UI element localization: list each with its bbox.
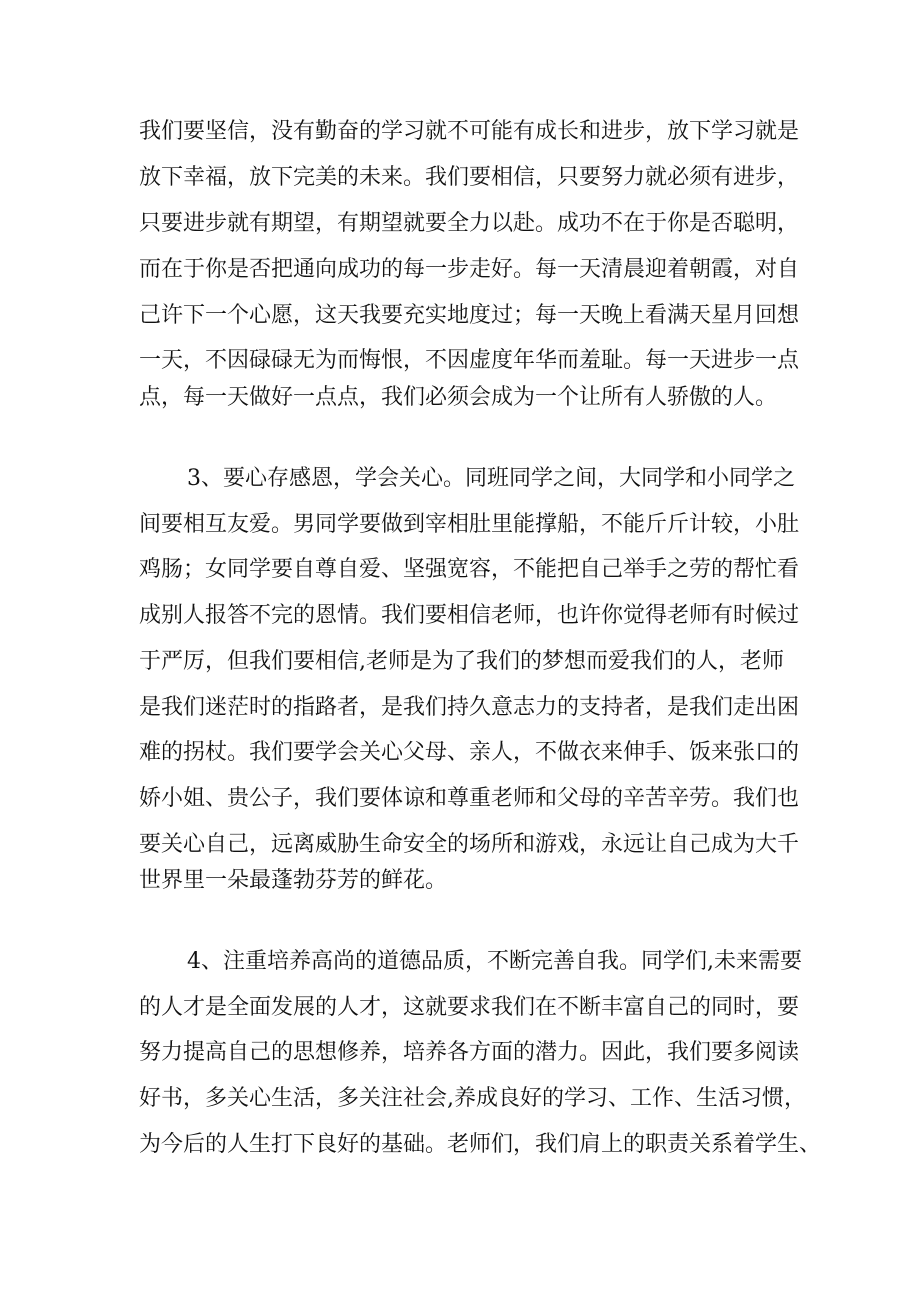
text-line: 努力提高自己的思想修养，培养各方面的潜力。因此，我们要多阅读 bbox=[139, 1040, 800, 1065]
text-line: 只要进步就有期望，有期望就要全力以赴。成功不在于你是否聪明， bbox=[139, 211, 800, 236]
text-line: 要关心自己，远离威胁生命安全的场所和游戏，永远让自己成为大千 bbox=[139, 832, 800, 857]
text-line: 于严厉，但我们要相信,老师是为了我们的梦想而爱我们的人，老师 bbox=[139, 649, 784, 674]
text-line: 为今后的人生打下良好的基础。老师们，我们肩上的职责关系着学生、 bbox=[139, 1132, 822, 1157]
text-line: 成别人报答不完的恩情。我们要相信老师，也许你觉得老师有时候过 bbox=[139, 603, 800, 628]
text-line: 放下幸福，放下完美的未来。我们要相信，只要努力就必须有进步， bbox=[139, 165, 800, 190]
text-line: 好书，多关心生活，多关注社会,养成良好的学习、工作、生活习惯， bbox=[139, 1086, 806, 1111]
text-line: 一天，不因碌碌无为而悔恨，不因虚度年华而羞耻。每一天进步一点 bbox=[139, 348, 800, 373]
text-line: 娇小姐、贵公子，我们要体谅和尊重老师和父母的辛苦辛劳。我们也 bbox=[139, 786, 800, 811]
text-line: 间要相互友爱。男同学要做到宰相肚里能撑船，不能斤斤计较，小肚 bbox=[139, 512, 800, 537]
text-line: 己许下一个心愿，这天我要充实地度过；每一天晚上看满天星月回想 bbox=[139, 303, 800, 328]
text-line: 鸡肠；女同学要自尊自爱、坚强宽容，不能把自己举手之劳的帮忙看 bbox=[139, 557, 800, 582]
paragraph-heading-line: 4、注重培养高尚的道德品质，不断完善自我。同学们,未来需要 bbox=[187, 949, 802, 974]
text-line: 而在于你是否把通向成功的每一步走好。每一天清晨迎着朝霞，对自 bbox=[139, 257, 800, 282]
text-line: 的人才是全面发展的人才，这就要求我们在不断丰富自己的同时，要 bbox=[139, 995, 800, 1020]
text-line: 难的拐杖。我们要学会关心父母、亲人，不做衣来伸手、饭来张口的 bbox=[139, 740, 800, 765]
paragraph-heading-line: 3、要心存感恩，学会关心。同班同学之间，大同学和小同学之 bbox=[187, 466, 795, 491]
text-line: 世界里一朵最蓬勃芬芳的鲜花。 bbox=[139, 868, 448, 893]
text-line: 点，每一天做好一点点，我们必须会成为一个让所有人骄傲的人。 bbox=[139, 385, 778, 410]
text-line: 我们要坚信，没有勤奋的学习就不可能有成长和进步，放下学习就是 bbox=[139, 119, 800, 144]
text-line: 是我们迷茫时的指路者，是我们持久意志力的支持者，是我们走出困 bbox=[139, 695, 800, 720]
